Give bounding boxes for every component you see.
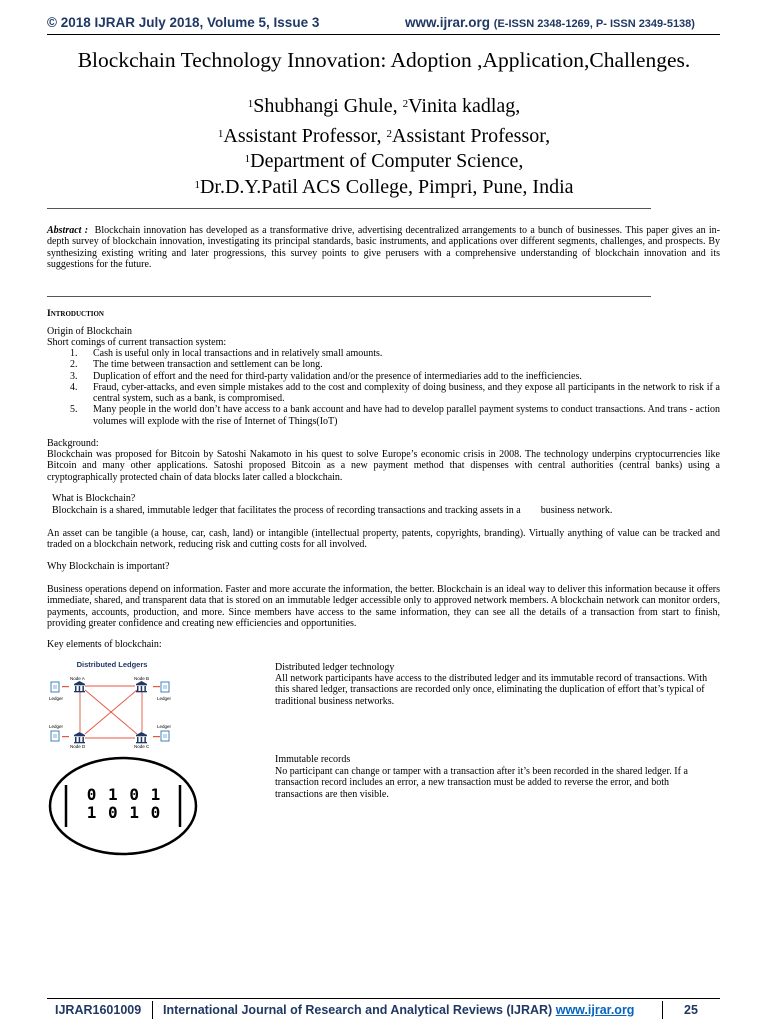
node-a-label: Node A — [70, 676, 85, 681]
list-text: Many people in the world don’t have access to a bank account and have had to develop parallel payment systems to conduct transactions. And trans - action volumes will explode with the rise of Internet of Things(IoT) — [93, 404, 720, 427]
binary-bottom: 1 0 1 0 — [86, 803, 162, 822]
college-sup: 1 — [194, 179, 200, 191]
document-icon — [161, 731, 169, 741]
abstract-text: Blockchain innovation has developed as a transformative drive, advertising decentralized arrangements to a bunch of businesses. This paper gives an in-depth survey of blockchain innovation, investigating its principal standards, basic instruments, and applications over different segments, challenges, and prospects. By synthesizing existing writing and later progressions, this survey points to give perusers with a comprehensive understanding of blockchain innovation and its suggestions for the future. — [47, 225, 721, 270]
author-line — [0, 94, 768, 118]
dlt-text: All network participants have access to the distributed ledger and its immutable record of transactions. With this shared ledger, transactions are recorded only once, eliminating the duplication of effort that’s typical of traditional business networks. — [275, 673, 708, 707]
role-2-sup: 2 — [386, 128, 392, 140]
journal-header-right — [405, 15, 695, 30]
what-question: What is Blockchain? — [52, 493, 136, 504]
role-1-sup: 1 — [217, 128, 224, 140]
dlt-title: Distributed ledger technology — [275, 662, 395, 673]
footer-site-link[interactable]: www.ijrar.org — [555, 1003, 635, 1017]
key-elements-heading: Key elements of blockchain: — [47, 639, 162, 650]
list-number: 3. — [70, 370, 78, 382]
why-question: Why Blockchain is important? — [47, 561, 170, 572]
author-1: Shubhangi Ghule, — [253, 95, 403, 117]
header-site-link[interactable]: www.ijrar.org — [405, 15, 491, 30]
footer-separator — [662, 1001, 663, 1019]
intro-heading: Introduction — [47, 309, 104, 319]
footer-separator — [152, 1001, 153, 1019]
footer-journal-name: International Journal of Research and Analytical Reviews (IJRAR) — [163, 1003, 553, 1017]
document-icon — [161, 682, 169, 692]
ledger-label: Ledger — [157, 696, 172, 701]
background-text: Blockchain was proposed for Bitcoin by Satoshi Nakamoto in his quest to solve Europe’s economic crisis in 2008. The technology underpins cryptocurrencies like Bitcoin and many other applications. Satoshi proposed Bitcoin as a new payment method that dispenses with central authorities (central banks) using a cryptographically protected chain of data blocks later called a blockchain. — [47, 449, 720, 483]
ledger-label: Ledger — [157, 724, 172, 729]
journal-header-left: © 2018 IJRAR July 2018, Volume 5, Issue 3 — [47, 15, 320, 30]
shortcomings-list — [47, 348, 720, 427]
background-label: Background: — [47, 438, 99, 449]
node-c-label: Node C — [134, 744, 150, 749]
list-item — [47, 404, 720, 427]
node-d-label: Node D — [70, 744, 86, 749]
header-issn: (E-ISSN 2348-1269, P- ISSN 2349-5138) — [493, 18, 695, 30]
affiliation-department — [0, 149, 768, 173]
bank-icon — [74, 732, 85, 743]
asset-paragraph: An asset can be tangible (a house, car, cash, land) or intangible (intellectual property, patents, copyrights, branding). Virtually anything of value can be tracked and traded on a blockchain network, reducing risk and cutting costs for all involved. — [47, 528, 720, 551]
list-item — [47, 348, 720, 359]
ledger-label: Ledger — [49, 696, 64, 701]
list-text: The time between transaction and settlement can be long. — [93, 359, 323, 371]
divider-top — [47, 208, 651, 209]
list-number: 5. — [70, 404, 78, 416]
list-item — [47, 382, 720, 405]
department: Department of Computer Science, — [250, 150, 524, 172]
list-text: Cash is useful only in local transactions and in relatively small amounts. — [93, 348, 383, 359]
list-number: 1. — [70, 348, 78, 359]
node-b-label: Node B — [134, 676, 150, 681]
binary-top: 0 1 0 1 — [86, 785, 162, 804]
why-paragraph: Business operations depend on information. Faster and more accurate the information, the better. Blockchain is an ideal way to deliver this information because it offers immediate, shared, and transparent data that is stored on an immutable ledger accessible only to approved network members. A blockchain network can monitor orders, payments, accounts, production, and more. Since members have access to the same information, they can see all the details of a transaction from start to finish, providing greater confidence and creating new efficiencies and opportunities. — [47, 584, 720, 629]
figure-title: Distributed Ledgers — [76, 660, 148, 669]
bank-icon — [136, 732, 147, 743]
divider-bottom — [47, 296, 651, 297]
role-1: Assistant Professor, — [223, 125, 387, 147]
bank-icon — [74, 681, 85, 692]
list-text: Duplication of effort and the need for third-party validation and/or the presence of intermediaries add to the inefficiencies. — [93, 370, 582, 382]
immutable-title: Immutable records — [275, 754, 351, 765]
author-2: Vinita kadlag, — [408, 95, 521, 117]
immutable-records-icon — [48, 755, 200, 857]
immutable-text: No participant can change or tamper with a transaction after it’s been recorded in the shared ledger. If a transaction record includes an error, a new transaction must be added to reverse the error, and both transactions are then visible. — [275, 766, 688, 800]
ledger-label: Ledger — [49, 724, 64, 729]
distributed-ledgers-figure — [47, 658, 177, 754]
list-item — [47, 359, 720, 370]
author-1-sup: 1 — [247, 98, 254, 110]
footer-journal — [163, 1003, 634, 1017]
footer-rule — [47, 998, 720, 999]
abstract — [47, 225, 720, 270]
document-icon — [51, 731, 59, 741]
shortcomings-heading: Short comings of current transaction system: — [47, 337, 227, 348]
list-item — [47, 371, 720, 382]
department-sup: 1 — [244, 153, 251, 165]
document-icon — [51, 682, 59, 692]
header-rule — [47, 34, 720, 35]
bank-icon — [136, 681, 147, 692]
role-2: Assistant Professor, — [392, 125, 551, 147]
college: Dr.D.Y.Patil ACS College, Pimpri, Pune, India — [199, 176, 574, 198]
ledger-network-diagram — [47, 658, 177, 754]
affiliation-roles — [0, 124, 768, 148]
origin-heading: Origin of Blockchain — [47, 326, 132, 337]
list-number: 2. — [70, 359, 78, 371]
author-2-sup: 2 — [402, 98, 409, 110]
paper-title: Blockchain Technology Innovation: Adoption ,Application,Challenges. — [77, 48, 691, 72]
footer-code: IJRAR1601009 — [55, 1003, 142, 1017]
page-number: 25 — [684, 1003, 698, 1017]
list-text: Fraud, cyber-attacks, and even simple mistakes add to the cost and complexity of doing business, and they expose all participants in the network to risk if a central system, such as a bank, is compromised. — [93, 381, 720, 405]
what-answer: Blockchain is a shared, immutable ledger that facilitates the process of recording transactions and tracking assets in a business network. — [52, 505, 613, 516]
list-number: 4. — [70, 381, 78, 393]
abstract-label: Abstract : — [47, 225, 89, 236]
affiliation-college — [0, 175, 768, 199]
